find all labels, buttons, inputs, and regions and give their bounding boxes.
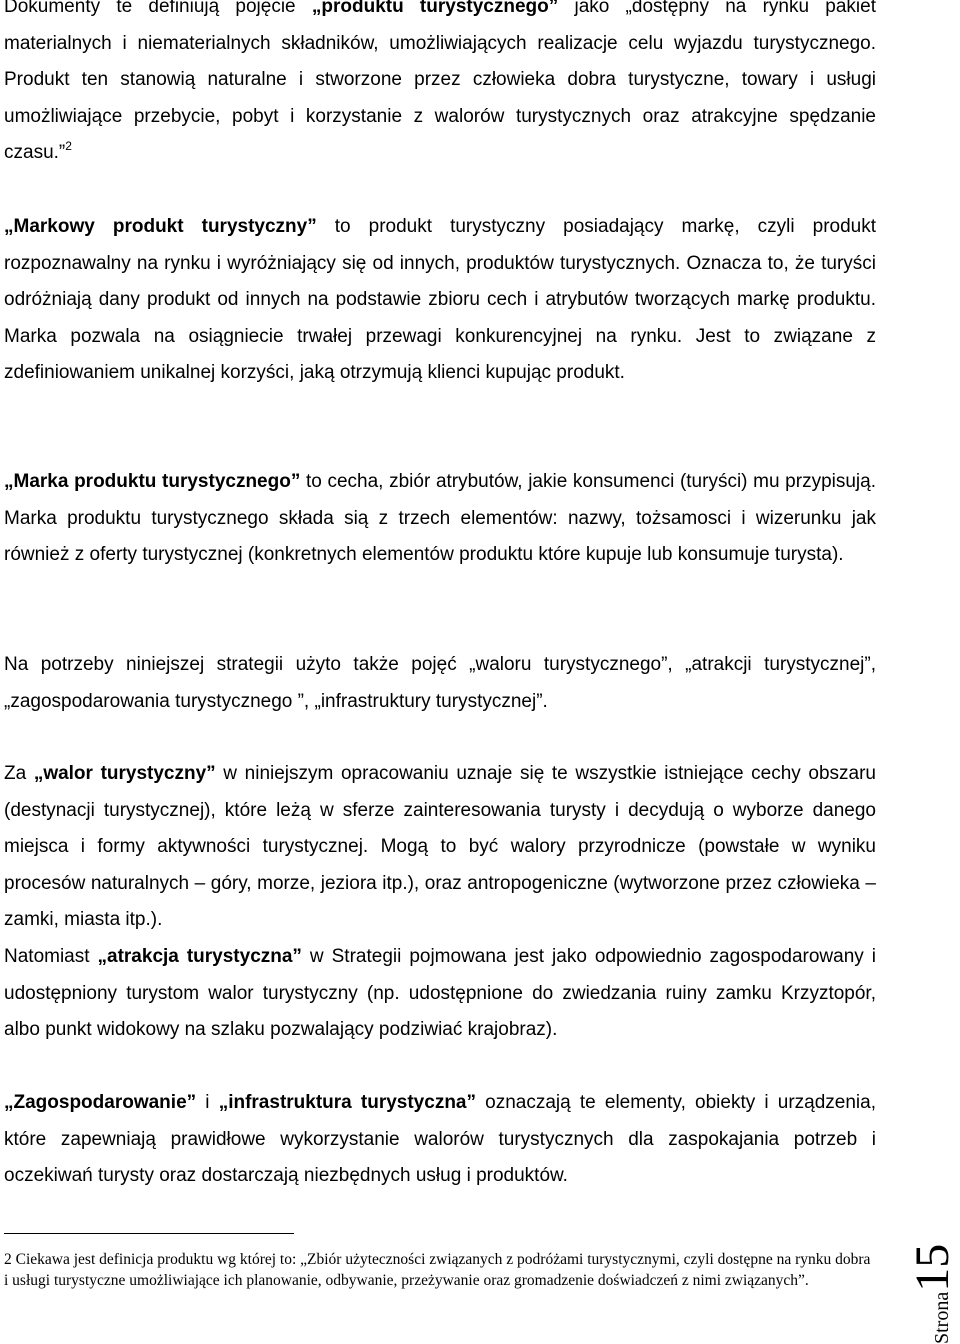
paragraph-product-definition [4, 0, 876, 172]
text-span: i [196, 1092, 219, 1113]
term-markowy-produkt: „Markowy produkt turystyczny” [4, 216, 317, 237]
text-span: Dokumenty te definiują pojęcie [4, 0, 312, 17]
paragraph-infrastructure [4, 1085, 876, 1195]
term-zagospodarowanie: „Zagospodarowanie” [4, 1092, 197, 1113]
footnote-separator [4, 1233, 294, 1234]
paragraph-tourist-attraction [4, 939, 876, 1049]
paragraph-product-brand [4, 464, 876, 574]
term-produkt-turystyczny: „produktu turystycznego” [311, 0, 559, 17]
text-span: to cecha, zbiór atrybutów, jakie konsumenci (turyści) mu przypisują. Marka produktu turystycznego składa sią z trzech elementów: nazwy, tożsamosci i wizerunku jak również z oferty turystycznej (konkretnych elementów produktu które kupuje lub konsumuje turysta). [4, 471, 876, 566]
page-number-value: 15 [906, 1243, 959, 1292]
page-number [905, 1200, 960, 1344]
text-span: jako „dostępny na rynku pakiet materialnych i niematerialnych składników, umożliwiających realizacje celu wyjazdu turystycznego. Produkt ten stanowią naturalne i stworzone przez człowieka dobra turystyczne, towary i usługi umożliwiające przebycie, pobyt i korzystanie z walorów turystycznych oraz atrakcyjne spędzanie czasu.” [4, 0, 876, 164]
text-span: to produkt turystyczny posiadający markę, czyli produkt rozpoznawalny na rynku i wyróżniający się od innych, produktów turystycznych. Oznacza to, że turyści odróżniają dany produkt od innych na podstawie zbioru cech i atrybutów tworzących markę produktu. Marka pozwala na osiągniecie trwałej przewagi konkurencyjnej na rynku. Jest to związane z zdefiniowaniem unikalnej korzyści, jaką otrzymują klienci kupując produkt. [4, 216, 877, 384]
term-marka-produktu: „Marka produktu turystycznego” [4, 471, 301, 492]
text-span: Na potrzeby niniejszej strategii użyto także pojęć „waloru turystycznego”, „atrakcji turystycznej”, „zagospodarowania turystycznego ”, „infrastruktury turystycznej”. [4, 654, 876, 712]
text-span: Za [4, 763, 34, 784]
footnote: 2 Ciekawa jest definicja produktu wg której to: „Zbiór użyteczności związanych z podróżami turystycznymi, czyli dostępne na rynku dobra i usługi turystyczne umożliwiające ich planowanie, odbywanie, przeżywanie oraz gromadzenie doświadczeń z nimi związanych”. [4, 1251, 871, 1289]
text-span: Natomiast [4, 946, 98, 967]
page-number-label: Strona [931, 1291, 953, 1344]
text-span: w Strategii pojmowana jest jako odpowiednio zagospodarowany i udostępniony turystom walor turystyczny (np. udostępnione do zwiedzania ruiny zamku Krzyztopór, albo punkt widokowy na szlaku pozwalający podziwiać krajobraz). [4, 946, 876, 1041]
term-infrastruktura: „infrastruktura turystyczna” [218, 1092, 476, 1113]
paragraph-concepts [4, 647, 876, 720]
term-atrakcja-turystyczna: „atrakcja turystyczna” [97, 946, 302, 967]
text-span: w niniejszym opracowaniu uznaje się te wszystkie istniejące cechy obszaru (destynacji turystycznej), które leżą w sferze zainteresowania turysty i decydują o wyborze danego miejsca i formy aktywności turystycznej. Mogą to być walory przyrodnicze (powstałe w wyniku procesów naturalnych – góry, morze, jeziora itp.), oraz antropogeniczne (wytworzone przez człowieka – zamki, miasta itp.). [4, 763, 877, 931]
footnote-reference: 2 [65, 139, 72, 154]
term-walor-turystyczny: „walor turystyczny” [33, 763, 216, 784]
paragraph-tourist-asset [4, 756, 876, 939]
text-span: oznaczają te elementy, obiekty i urządzenia, które zapewniają prawidłowe wykorzystanie walorów turystycznych dla zaspokajania potrzeb i oczekiwań turysty oraz dostarczają niezbędnych usług i produktów. [4, 1092, 877, 1187]
paragraph-brand-product [4, 209, 876, 392]
